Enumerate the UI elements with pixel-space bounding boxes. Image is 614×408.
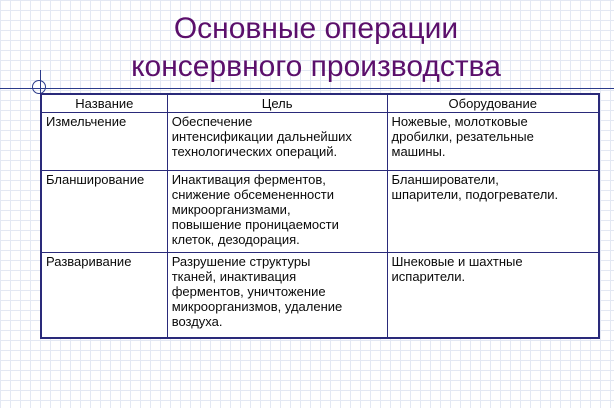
decorative-circle	[32, 80, 46, 94]
table-row	[41, 113, 599, 171]
title-line-1: Основные операции	[173, 12, 459, 45]
goal-line: микроорганизмов, удаление	[171, 299, 343, 314]
goal-line: Разрушение структуры	[171, 254, 311, 269]
decorative-horizontal-line	[0, 88, 614, 89]
goal-line: интенсификации дальнейших	[171, 129, 352, 144]
equipment-line: Шнековые и шахтные	[391, 254, 523, 269]
table-header-row	[41, 94, 599, 113]
goal-line: Инактивация ферментов,	[171, 172, 326, 187]
goal-line: клеток, дезодорация.	[171, 232, 300, 247]
operation-name	[41, 113, 167, 171]
operation-equipment	[387, 171, 599, 253]
goal-line: Обеспечение	[171, 114, 253, 129]
operations-table	[40, 93, 600, 339]
goal-line: технологических операций.	[171, 144, 338, 159]
operation-name-text: Бланширование	[46, 172, 145, 187]
operation-equipment	[387, 113, 599, 171]
goal-line: воздуха.	[171, 314, 223, 329]
operation-name-text: Измельчение	[46, 114, 127, 129]
title-line-2: консервного производства	[131, 50, 501, 83]
goal-line: ферментов, уничтожение	[171, 284, 326, 299]
equipment-line: шпарители, подогреватели.	[391, 187, 559, 202]
table-row	[41, 253, 599, 339]
goal-line: снижение обсемененности	[171, 187, 334, 202]
slide-title	[40, 10, 592, 86]
equipment-line: дробилки, резательные	[391, 129, 534, 144]
operation-name	[41, 171, 167, 253]
operation-name-text: Разваривание	[46, 254, 132, 269]
header-equipment: Оборудование	[387, 94, 599, 113]
equipment-line: испарители.	[391, 269, 466, 284]
goal-line: тканей, инактивация	[171, 269, 297, 284]
header-goal: Цель	[167, 94, 387, 113]
operation-name	[41, 253, 167, 339]
operation-equipment	[387, 253, 599, 339]
equipment-line: Бланширователи,	[391, 172, 499, 187]
goal-line: микроорганизмами,	[171, 202, 291, 217]
equipment-line: Ножевые, молотковые	[391, 114, 528, 129]
goal-line: повышение проницаемости	[171, 217, 339, 232]
equipment-line: машины.	[391, 144, 446, 159]
header-name: Название	[41, 94, 167, 113]
table-row	[41, 171, 599, 253]
operation-goal	[167, 253, 387, 339]
operation-goal	[167, 113, 387, 171]
operation-goal	[167, 171, 387, 253]
